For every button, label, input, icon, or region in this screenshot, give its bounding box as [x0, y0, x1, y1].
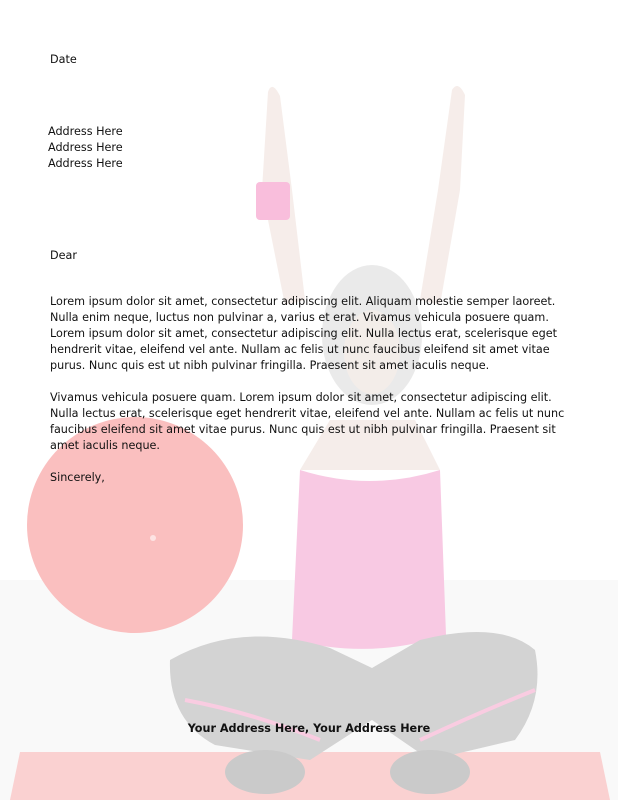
- paragraph-line: Lorem ipsum dolor sit amet, consectetur adipiscing elit. Nulla lectus erat, scelerisque eget: [50, 327, 557, 340]
- paragraph-line: amet iaculis neque.: [50, 439, 160, 452]
- body-paragraph-2: [50, 390, 570, 454]
- paragraph-line: hendrerit vitae, eleifend vel ante. Nullam ac felis ut nunc faucibus eleifend sit amet vitae: [50, 343, 550, 356]
- recipient-address-line-3: Address Here: [48, 157, 123, 170]
- salutation: Dear: [50, 249, 77, 262]
- closing: Sincerely,: [50, 471, 105, 484]
- paragraph-line: Vivamus vehicula posuere quam. Lorem ipsum dolor sit amet, consectetur adipiscing elit.: [50, 391, 552, 404]
- footer-address: Your Address Here, Your Address Here: [187, 722, 431, 735]
- recipient-address-line-2: Address Here: [48, 141, 123, 154]
- body-paragraph-1: [50, 294, 570, 374]
- paragraph-line: Nulla lectus erat, scelerisque eget hendrerit vitae, eleifend vel ante. Nullam ac felis ut nunc: [50, 407, 565, 420]
- paragraph-line: Lorem ipsum dolor sit amet, consectetur adipiscing elit. Aliquam molestie semper laoreet.: [50, 295, 556, 308]
- recipient-address-line-1: Address Here: [48, 125, 123, 138]
- paragraph-line: purus. Nunc quis est ut nibh pulvinar fringilla. Praesent sit amet iaculis neque.: [50, 359, 490, 372]
- date-label: Date: [50, 53, 77, 66]
- paragraph-line: faucibus eleifend sit amet vitae purus. Nunc quis est ut nibh pulvinar fringilla. Praesent sit: [50, 423, 556, 436]
- paragraph-line: Nulla enim neque, luctus non pulvinar a, varius et erat. Vivamus vehicula posuere quam.: [50, 311, 549, 324]
